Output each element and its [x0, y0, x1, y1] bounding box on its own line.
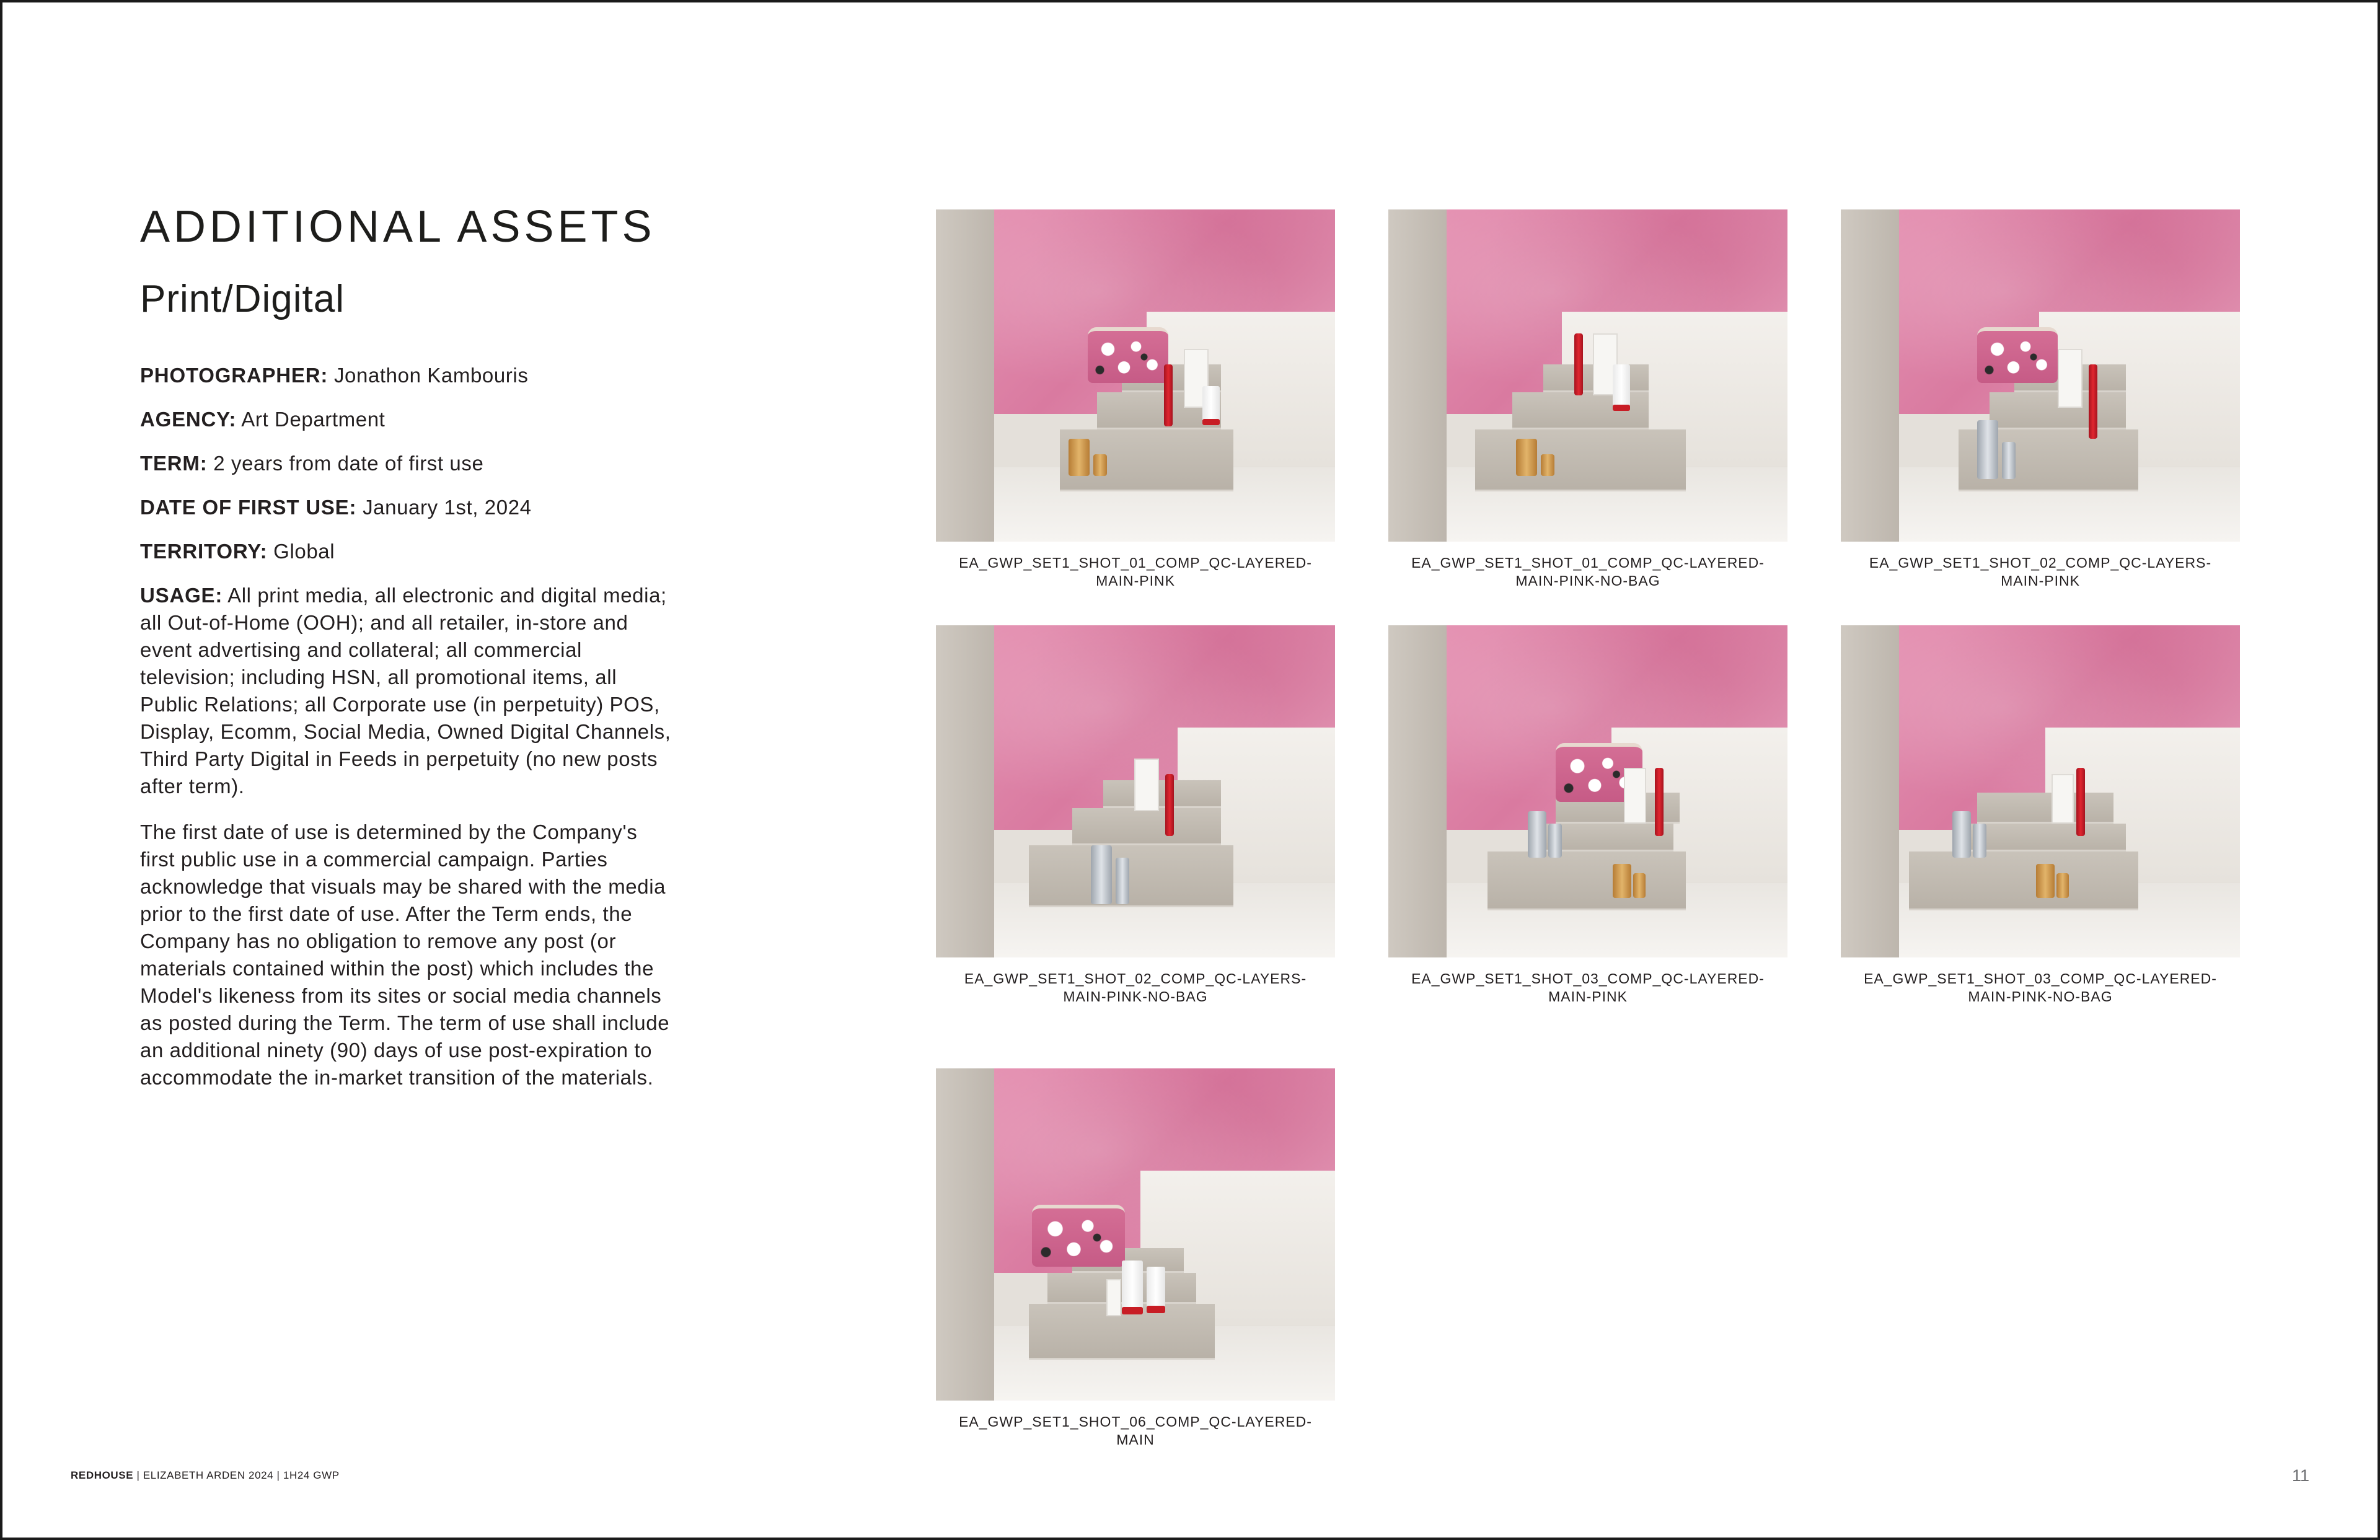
photographer-line: [140, 362, 673, 389]
usage-label: USAGE:: [140, 584, 223, 607]
legal-paragraph: The first date of use is determined by the Company's first public use in a commercial campaign. Parties acknowledge that visuals may be shared with the media prior to the first date of use. After the Term ends, the Company has no obligation to remove any post (or materials contained within the post) which includes the Model's likeness from its sites or social media channels as posted during the Term. The term of use shall include an additional ninety (90) days of use post-expiration to accommodate the in-market transition of the materials.: [140, 821, 670, 1089]
asset-thumb-6[interactable]: [1841, 625, 2240, 1006]
usage-value: All print media, all electronic and digital media; all Out-of-Home (OOH); and all retailer, in-store and event advertising and collateral; all commercial television; including HSN, all promotional items, all Public Relations; all Corporate use (in perpetuity) POS, Display, Ecomm, Social Media, Owned Digital Channels, Third Party Digital in Feeds in perpetuity (no new posts after term).: [140, 584, 671, 798]
term-value: 2 years from date of first use: [213, 452, 484, 475]
asset-caption: EA_GWP_SET1_SHOT_02_COMP_QC-LAYERS-MAIN-PINK-NO-BAG: [964, 970, 1307, 1005]
footer-credit: [71, 1469, 340, 1482]
asset-image[interactable]: [1841, 625, 2240, 957]
footer-text: | ELIZABETH ARDEN 2024 | 1H24 GWP: [136, 1469, 340, 1481]
asset-thumb-5[interactable]: [1388, 625, 1787, 1006]
agency-label: AGENCY:: [140, 408, 237, 431]
meta-list: [140, 362, 673, 1091]
page-subtitle: Print/Digital: [140, 278, 345, 320]
territory-value: Global: [273, 540, 335, 563]
term-label: TERM:: [140, 452, 208, 475]
asset-thumb-1[interactable]: [936, 209, 1335, 590]
page-number: 11: [2291, 1466, 2309, 1485]
asset-thumb-7[interactable]: [936, 1068, 1335, 1449]
asset-caption: EA_GWP_SET1_SHOT_03_COMP_QC-LAYERED-MAIN-PINK-NO-BAG: [1864, 970, 2217, 1005]
asset-image[interactable]: [936, 209, 1335, 542]
asset-caption: EA_GWP_SET1_SHOT_01_COMP_QC-LAYERED-MAIN-PINK: [959, 555, 1312, 589]
date-of-first-use-line: [140, 494, 673, 521]
territory-line: [140, 538, 673, 565]
usage-line: [140, 582, 673, 800]
asset-image[interactable]: [1388, 209, 1787, 542]
asset-caption: EA_GWP_SET1_SHOT_02_COMP_QC-LAYERS-MAIN-PINK: [1869, 555, 2212, 589]
asset-thumb-3[interactable]: [1841, 209, 2240, 590]
footer-brand: REDHOUSE: [71, 1469, 134, 1481]
page-title: ADDITIONAL ASSETS: [140, 202, 656, 252]
date-of-first-use-value: January 1st, 2024: [363, 496, 532, 519]
term-line: [140, 450, 673, 477]
asset-caption: EA_GWP_SET1_SHOT_03_COMP_QC-LAYERED-MAIN-PINK: [1411, 970, 1765, 1005]
asset-details: [140, 202, 673, 1091]
agency-value: Art Department: [241, 408, 386, 431]
asset-thumb-4[interactable]: [936, 625, 1335, 1006]
date-of-first-use-label: DATE OF FIRST USE:: [140, 496, 357, 519]
asset-thumb-2[interactable]: [1388, 209, 1787, 590]
asset-image[interactable]: [1841, 209, 2240, 542]
asset-caption: EA_GWP_SET1_SHOT_01_COMP_QC-LAYERED-MAIN-PINK-NO-BAG: [1411, 555, 1765, 589]
asset-image[interactable]: [1388, 625, 1787, 957]
asset-image[interactable]: [936, 625, 1335, 957]
asset-image[interactable]: [936, 1068, 1335, 1401]
asset-caption: EA_GWP_SET1_SHOT_06_COMP_QC-LAYERED-MAIN: [959, 1414, 1312, 1448]
photographer-value: Jonathon Kambouris: [333, 364, 529, 387]
agency-line: [140, 406, 673, 433]
territory-label: TERRITORY:: [140, 540, 268, 563]
photographer-label: PHOTOGRAPHER:: [140, 364, 328, 387]
